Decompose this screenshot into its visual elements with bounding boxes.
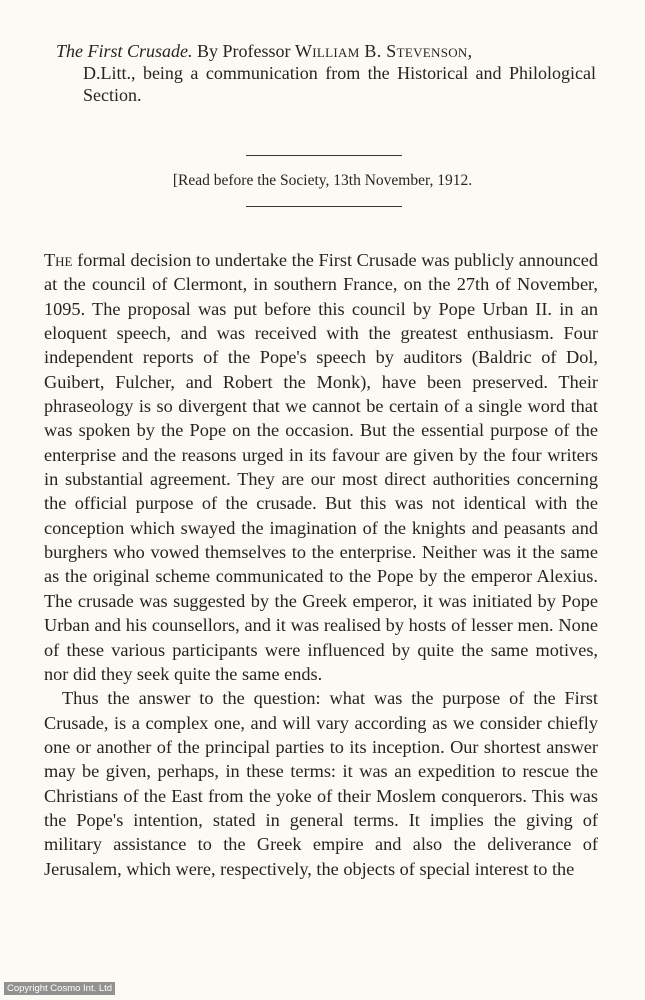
article-heading <box>56 40 596 106</box>
heading-continuation: D.Litt., being a communication from the Historical and Philological Section. <box>83 63 596 105</box>
article-title: The First Crusade. <box>56 41 193 61</box>
paragraph-1 <box>44 248 598 686</box>
top-divider <box>246 155 402 156</box>
paragraph-1-text: formal decision to undertake the First Crusade was publicly announced at the council of Clermont, in southern France, on the 27th of November, 1095. The proposal was put before this council by Pope Urban II. in an eloquent speech, and was received with the greatest enthusiasm. Four independent reports of the Pope's speech by auditors (Baldric of Dol, Guibert, Fulcher, and Robert the Monk), have been preserved. Their phraseology is so divergent that we cannot be certain of a single word that was spoken by the Pope on the occasion. But the essential purpose of the enterprise and the reasons urged in its favour are given by the four writers in substantial agreement. They are our most direct authorities concerning the official purpose of the crusade. But this was not identical with the conception which swayed the imagination of the knights and peasants and burghers who vowed themselves to the enterprise. Neither was it the same as the original scheme communicated to the Pope by the emperor Alexius. The crusade was suggested by the Greek emperor, it was initiated by Pope Urban and his counsellors, and it was realised by hosts of lesser men. None of these various participants were influenced by quite the same motives, nor did they seek quite the same ends. <box>44 250 598 684</box>
byline-prefix: By Professor <box>192 41 296 61</box>
paragraph-2: Thus the answer to the question: what was the purpose of the First Crusade, is a complex one, and will vary according as we consider chiefly one or another of the principal parties to its inception. Our shortest answer may be given, perhaps, in these terms: it was an expedition to rescue the Christians of the East from the yoke of their Moslem conquerors. This was the Pope's intention, stated in general terms. It implies the giving of military assistance to the Greek empire and also the deliverance of Jerusalem, which were, respectively, the objects of special interest to the <box>44 688 598 879</box>
bottom-divider <box>246 206 402 207</box>
copyright-watermark: Copyright Cosmo Int. Ltd <box>4 982 115 995</box>
article-body <box>44 248 598 881</box>
author-name: William B. Stevenson, <box>295 41 473 61</box>
opening-word: The <box>44 250 73 270</box>
read-date-note: [Read before the Society, 13th November, 1912. <box>172 172 473 189</box>
